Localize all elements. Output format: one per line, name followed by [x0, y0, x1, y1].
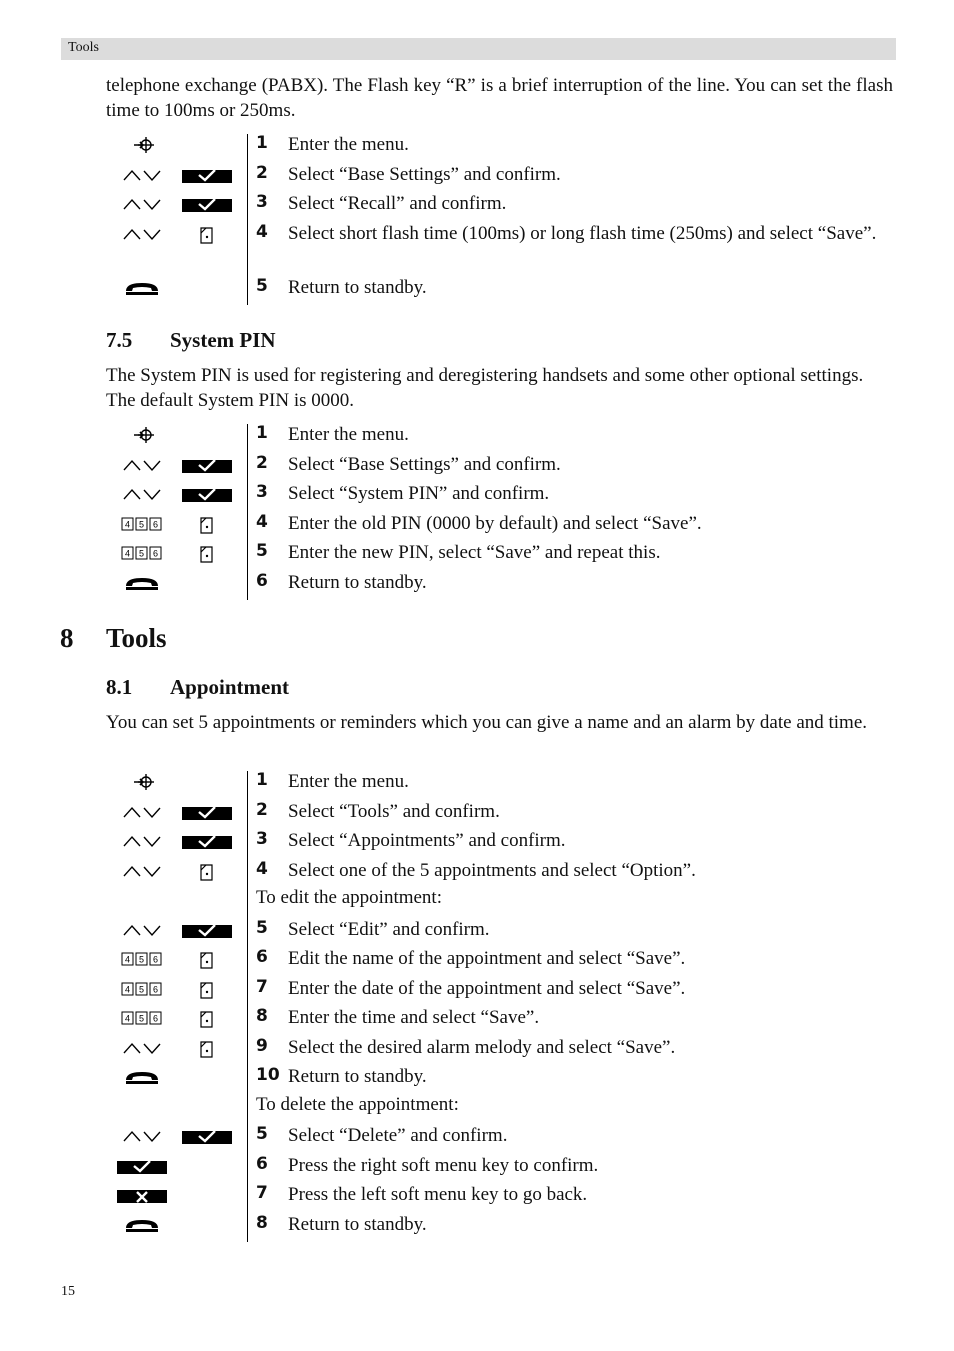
- soft-key-icon: [180, 1007, 234, 1029]
- intro-paragraph: telephone exchange (PABX). The Flash key “R” is a brief interruption of the line. You can set the flash time to 100ms or 250ms.: [106, 75, 893, 121]
- keypad-digit: 6: [152, 519, 159, 530]
- steps-divider: [247, 424, 248, 600]
- section-number: 7.5: [106, 328, 133, 352]
- step-number: 1: [256, 423, 268, 443]
- keypad-icon: [118, 513, 166, 535]
- keypad-digit: 6: [152, 984, 159, 995]
- soft-key-icon: [180, 978, 234, 1000]
- step-text: Return to standby.: [288, 572, 427, 593]
- step-number: 10: [256, 1065, 280, 1085]
- step-text: Enter the menu.: [288, 771, 409, 792]
- ok-key-icon: [180, 1125, 234, 1147]
- hang-up-key-icon: [118, 1214, 166, 1236]
- navigation-keys-icon: [118, 483, 166, 505]
- step-text: Select “Appointments” and confirm.: [288, 830, 566, 851]
- step-text: Return to standby.: [288, 1214, 427, 1235]
- step-number: 7: [256, 977, 268, 997]
- edit-subheading: To edit the appointment:: [256, 887, 442, 908]
- step-text: Return to standby.: [288, 277, 427, 298]
- step-number: 8: [256, 1006, 268, 1026]
- ok-key-icon: [180, 919, 234, 941]
- ok-key-icon: [180, 454, 234, 476]
- soft-key-icon: [180, 542, 234, 564]
- running-header: [61, 38, 896, 60]
- keypad-digit: 5: [138, 519, 145, 530]
- navigation-keys-icon: [118, 193, 166, 215]
- soft-key-icon: [180, 1037, 234, 1059]
- step-text: Select the desired alarm melody and select “Save”.: [288, 1037, 676, 1058]
- navigation-keys-icon: [118, 830, 166, 852]
- step-number: 3: [256, 192, 268, 212]
- step-number: 6: [256, 571, 268, 591]
- step-text: Select “Base Settings” and confirm.: [288, 454, 561, 475]
- hang-up-key-icon: [118, 572, 166, 594]
- soft-key-icon: [180, 223, 234, 245]
- keypad-icon: [118, 542, 166, 564]
- keypad-digit: 5: [138, 984, 145, 995]
- hang-up-key-icon: [118, 277, 166, 299]
- step-text: Select “Base Settings” and confirm.: [288, 164, 561, 185]
- step-number: 5: [256, 541, 268, 561]
- soft-key-icon: [180, 513, 234, 535]
- step-text: Return to standby.: [288, 1066, 427, 1087]
- step-number: 4: [256, 222, 268, 242]
- step-number: 3: [256, 482, 268, 502]
- step-number: 5: [256, 276, 268, 296]
- step-text: Press the right soft menu key to confirm.: [288, 1155, 599, 1176]
- step-text: Enter the date of the appointment and select “Save”.: [288, 978, 686, 999]
- step-text: Press the left soft menu key to go back.: [288, 1184, 588, 1205]
- step-text: Select “Edit” and confirm.: [288, 919, 490, 940]
- step-number: 7: [256, 1183, 268, 1203]
- menu-key-icon: [118, 134, 166, 156]
- navigation-keys-icon: [118, 860, 166, 882]
- ok-key-icon: [180, 801, 234, 823]
- step-text: Enter the menu.: [288, 424, 409, 445]
- keypad-digit: 6: [152, 954, 159, 965]
- soft-key-icon: [180, 860, 234, 882]
- section-title: Appointment: [170, 675, 290, 699]
- navigation-keys-icon: [118, 801, 166, 823]
- step-text: Select one of the 5 appointments and select “Option”.: [288, 860, 696, 881]
- section-heading-7-5: [106, 328, 276, 353]
- page-number: 15: [61, 1284, 75, 1299]
- keypad-digit: 4: [124, 954, 131, 965]
- keypad-digit: 4: [124, 984, 131, 995]
- ok-key-icon: [180, 164, 234, 186]
- keypad-icon: [118, 978, 166, 1000]
- step-text: Enter the old PIN (0000 by default) and select “Save”.: [288, 513, 702, 534]
- keypad-digit: 6: [152, 1013, 159, 1024]
- step-text: Enter the time and select “Save”.: [288, 1007, 540, 1028]
- step-text: Select “Delete” and confirm.: [288, 1125, 508, 1146]
- section-number: 8.1: [106, 675, 133, 699]
- step-number: 5: [256, 918, 268, 938]
- ok-key-icon: [180, 483, 234, 505]
- step-number: 6: [256, 1154, 268, 1174]
- step-text: Select short flash time (100ms) or long flash time (250ms) and select “Save”.: [288, 223, 877, 244]
- section-title: System PIN: [170, 328, 276, 352]
- step-number: 6: [256, 947, 268, 967]
- step-text: Select “Tools” and confirm.: [288, 801, 500, 822]
- keypad-digit: 4: [124, 1013, 131, 1024]
- keypad-icon: [118, 1007, 166, 1029]
- step-number: 3: [256, 829, 268, 849]
- navigation-keys-icon: [118, 1125, 166, 1147]
- keypad-digit: 4: [124, 548, 131, 559]
- step-text: Select “Recall” and confirm.: [288, 193, 507, 214]
- system-pin-paragraph: The System PIN is used for registering and deregistering handsets and some other optional settings. The default System PIN is 0000.: [106, 365, 864, 411]
- navigation-keys-icon: [118, 454, 166, 476]
- ok-key-icon: [180, 193, 234, 215]
- step-text: Select “System PIN” and confirm.: [288, 483, 550, 504]
- navigation-keys-icon: [118, 164, 166, 186]
- ok-key-icon: [180, 830, 234, 852]
- keypad-digit: 6: [152, 548, 159, 559]
- step-number: 2: [256, 453, 268, 473]
- step-number: 5: [256, 1124, 268, 1144]
- menu-key-icon: [118, 424, 166, 446]
- step-number: 2: [256, 800, 268, 820]
- keypad-digit: 5: [138, 548, 145, 559]
- menu-key-icon: [118, 771, 166, 793]
- step-number: 4: [256, 512, 268, 532]
- keypad-digit: 5: [138, 1013, 145, 1024]
- steps-divider: [247, 134, 248, 305]
- keypad-digit: 5: [138, 954, 145, 965]
- delete-subheading: To delete the appointment:: [256, 1094, 459, 1115]
- right-soft-key-icon: [114, 1155, 170, 1177]
- step-number: 1: [256, 770, 268, 790]
- keypad-icon: [118, 948, 166, 970]
- navigation-keys-icon: [118, 919, 166, 941]
- step-number: 9: [256, 1036, 268, 1056]
- section-heading-8-1: [106, 675, 289, 700]
- running-header-title: Tools: [68, 40, 99, 55]
- keypad-digit: 4: [124, 519, 131, 530]
- chapter-number: 8: [60, 623, 74, 653]
- step-text: Enter the new PIN, select “Save” and repeat this.: [288, 542, 661, 563]
- step-number: 1: [256, 133, 268, 153]
- soft-key-icon: [180, 948, 234, 970]
- step-text: Edit the name of the appointment and select “Save”.: [288, 948, 686, 969]
- chapter-heading-8: [60, 623, 167, 654]
- chapter-title: Tools: [106, 623, 167, 653]
- hang-up-key-icon: [118, 1066, 166, 1088]
- left-soft-key-icon: [114, 1184, 170, 1206]
- navigation-keys-icon: [118, 223, 166, 245]
- navigation-keys-icon: [118, 1037, 166, 1059]
- appointment-paragraph: You can set 5 appointments or reminders which you can give a name and an alarm by date and time.: [106, 712, 868, 733]
- step-text: Enter the menu.: [288, 134, 409, 155]
- step-number: 2: [256, 163, 268, 183]
- step-number: 4: [256, 859, 268, 879]
- step-number: 8: [256, 1213, 268, 1233]
- steps-divider: [247, 771, 248, 1242]
